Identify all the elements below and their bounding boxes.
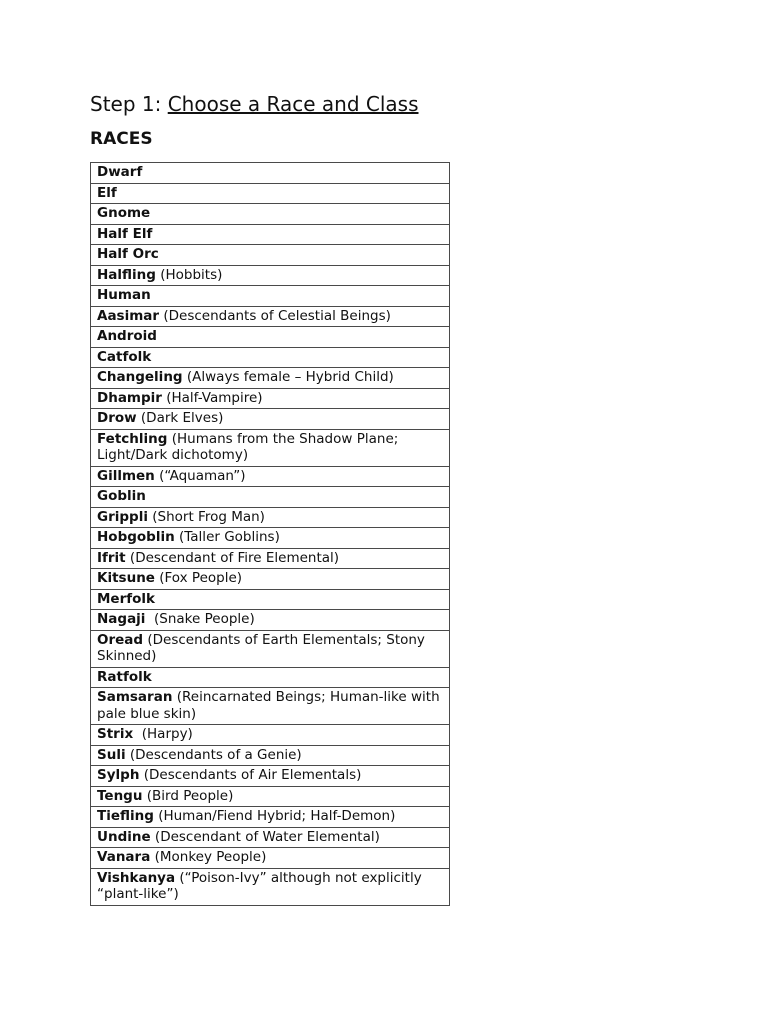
race-note: (Short Frog Man) <box>147 508 265 525</box>
step-prefix: Step 1: <box>90 92 168 116</box>
table-row <box>91 548 450 569</box>
race-cell <box>91 807 450 828</box>
table-row <box>91 388 450 409</box>
race-name: Suli <box>97 746 126 763</box>
table-row <box>91 409 450 430</box>
race-note: (Descendant of Water Elemental) <box>150 828 380 845</box>
race-note: (Monkey People) <box>150 849 267 865</box>
race-cell <box>91 848 450 869</box>
race-note: (Descendants of Air Elementals) <box>139 767 362 783</box>
race-note: (Human/Fiend Hybrid; Half-Demon) <box>153 808 396 824</box>
race-note: (Harpy) <box>133 726 193 742</box>
race-cell <box>91 868 450 905</box>
race-cell <box>91 667 450 688</box>
table-row <box>91 429 450 466</box>
race-cell <box>91 487 450 508</box>
race-note: (Bird People) <box>142 787 234 804</box>
race-name: Tengu <box>97 787 143 804</box>
race-cell <box>91 429 450 466</box>
table-row <box>91 848 450 869</box>
race-cell <box>91 569 450 590</box>
table-row <box>91 745 450 766</box>
table-row <box>91 245 450 266</box>
race-cell <box>91 204 450 225</box>
table-row <box>91 786 450 807</box>
table-row <box>91 569 450 590</box>
race-name: Gillmen <box>97 467 155 484</box>
table-row <box>91 827 450 848</box>
table-row <box>91 528 450 549</box>
race-name: Halfling <box>97 266 156 283</box>
race-cell <box>91 688 450 725</box>
step-title: Choose a Race and Class <box>167 92 419 116</box>
table-row <box>91 868 450 905</box>
race-name: Dhampir <box>97 389 162 406</box>
race-name: Android <box>97 328 157 344</box>
race-cell <box>91 766 450 787</box>
table-row <box>91 507 450 528</box>
table-row <box>91 347 450 368</box>
table-row <box>91 807 450 828</box>
race-name: Drow <box>97 410 137 426</box>
race-note: (Half-Vampire) <box>161 389 263 406</box>
races-table-body <box>91 163 450 906</box>
race-cell <box>91 466 450 487</box>
race-cell <box>91 286 450 307</box>
race-name: Dwarf <box>97 164 143 180</box>
race-name: Catfolk <box>97 348 152 365</box>
race-cell <box>91 163 450 184</box>
table-row <box>91 163 450 184</box>
race-cell <box>91 745 450 766</box>
race-cell <box>91 388 450 409</box>
race-note: (“Poison-Ivy” although not explicitly “plant-like”) <box>97 869 427 902</box>
table-row <box>91 487 450 508</box>
race-name: Merfolk <box>97 590 156 607</box>
table-row <box>91 610 450 631</box>
race-name: Gnome <box>97 205 151 221</box>
race-name: Fetchling <box>97 430 168 447</box>
race-note: (Fox People) <box>154 570 243 586</box>
race-cell <box>91 630 450 667</box>
race-cell <box>91 347 450 368</box>
race-note: (Hobbits) <box>155 266 223 283</box>
table-row <box>91 667 450 688</box>
race-cell <box>91 610 450 631</box>
race-note: (Descendants of a Genie) <box>125 746 302 763</box>
race-cell <box>91 368 450 389</box>
race-name: Undine <box>97 828 151 845</box>
race-name: Elf <box>97 184 117 201</box>
race-name: Strix <box>97 726 134 742</box>
step-heading <box>90 92 419 116</box>
race-cell <box>91 327 450 348</box>
table-row <box>91 265 450 286</box>
race-name: Samsaran <box>97 689 173 705</box>
race-note: (Taller Goblins) <box>174 529 280 545</box>
race-note: (Snake People) <box>145 611 255 627</box>
table-row <box>91 204 450 225</box>
races-section-heading: RACES <box>90 129 153 149</box>
race-name: Ratfolk <box>97 668 152 685</box>
table-row <box>91 466 450 487</box>
race-name: Tiefling <box>97 808 154 824</box>
race-name: Vishkanya <box>97 869 176 886</box>
race-cell <box>91 528 450 549</box>
race-name: Sylph <box>97 767 140 783</box>
race-name: Half Elf <box>97 225 153 242</box>
race-name: Aasimar <box>97 307 160 324</box>
race-cell <box>91 306 450 327</box>
race-note: (“Aquaman”) <box>154 467 246 484</box>
race-cell <box>91 183 450 204</box>
race-cell <box>91 507 450 528</box>
table-row <box>91 327 450 348</box>
race-cell <box>91 245 450 266</box>
race-name: Changeling <box>97 369 183 385</box>
table-row <box>91 688 450 725</box>
race-name: Grippli <box>97 508 148 525</box>
race-note: (Dark Elves) <box>136 410 224 426</box>
race-cell <box>91 224 450 245</box>
race-note: (Descendants of Earth Elementals; Stony Skinned) <box>97 631 430 664</box>
race-note: (Always female – Hybrid Child) <box>182 369 394 385</box>
table-row <box>91 306 450 327</box>
table-row <box>91 368 450 389</box>
race-note: (Humans from the Shadow Plane; Light/Dark dichotomy) <box>97 430 403 463</box>
race-cell <box>91 589 450 610</box>
race-cell <box>91 409 450 430</box>
race-name: Hobgoblin <box>97 529 175 545</box>
race-note: (Descendants of Celestial Beings) <box>159 307 391 324</box>
race-note: (Descendant of Fire Elemental) <box>125 549 340 566</box>
table-row <box>91 630 450 667</box>
race-name: Kitsune <box>97 570 155 586</box>
race-name: Half Orc <box>97 246 159 262</box>
race-cell <box>91 827 450 848</box>
race-name: Ifrit <box>97 549 126 566</box>
race-name: Nagaji <box>97 611 146 627</box>
race-name: Vanara <box>97 849 151 865</box>
table-row <box>91 589 450 610</box>
table-row <box>91 224 450 245</box>
races-table <box>90 162 450 906</box>
table-row <box>91 725 450 746</box>
table-row <box>91 286 450 307</box>
table-row <box>91 766 450 787</box>
race-cell <box>91 265 450 286</box>
race-cell <box>91 548 450 569</box>
race-note: (Reincarnated Beings; Human-like with pale blue skin) <box>97 689 444 722</box>
race-cell <box>91 725 450 746</box>
race-cell <box>91 786 450 807</box>
table-row <box>91 183 450 204</box>
race-name: Goblin <box>97 488 146 504</box>
race-name: Human <box>97 287 151 303</box>
race-name: Oread <box>97 631 144 648</box>
